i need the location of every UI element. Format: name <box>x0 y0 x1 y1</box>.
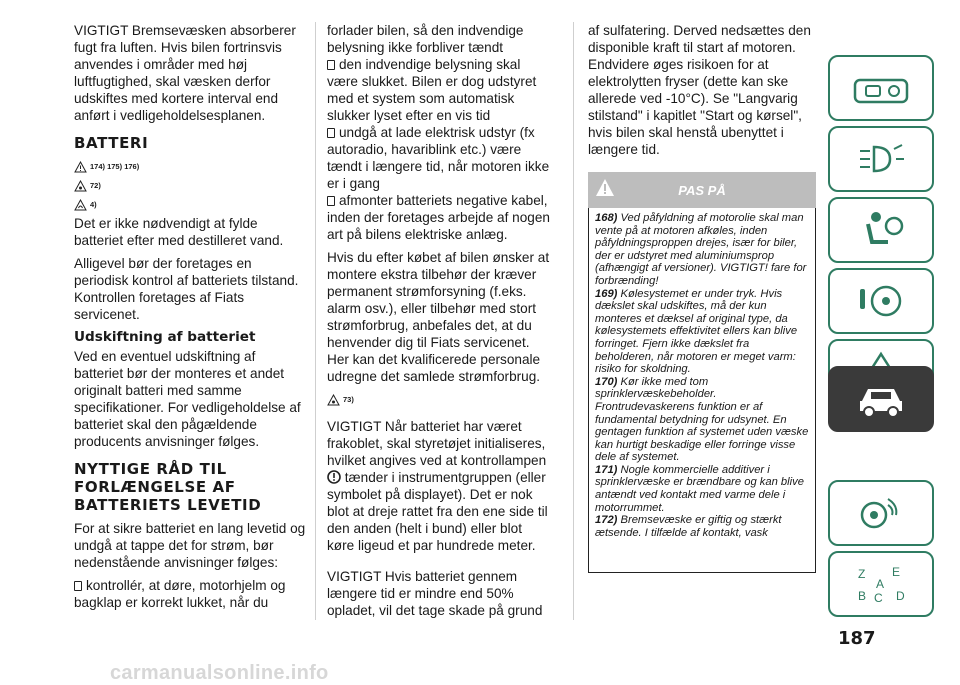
tab-starting-driving[interactable] <box>828 268 934 334</box>
paragraph: VIGTIGT Bremsevæsken absorberer fugt fra luften. Hvis bilen fortrinsvis anvendes i områder med høj luftfugtighed, skal væsken derfor udskiftes med kortere interval end anført i vedligeholdelsesplanen. <box>74 23 296 123</box>
warning-item: 170) Kør ikke med tom sprinklervæskebeholder. Frontrudevaskerens funktion er af fundamental betydning for udsynet. En gentagen funktion af systemet uden væske kan hurtigt beskadige eller forringe visse dele af systemet. <box>595 375 809 464</box>
car-dashboard-icon <box>852 66 910 110</box>
column-middle <box>327 22 551 625</box>
svg-text:A: A <box>876 577 885 591</box>
bullet-icon <box>327 196 335 206</box>
warning-box-header <box>588 172 816 208</box>
subheading-replacement: Udskiftning af batteriet <box>74 329 256 345</box>
warning-item: 171) Nogle kommercielle additiver i sprinklervæske er brændbare og kan blive antændt ved kontakt med varme dele i motorrummet. <box>595 463 804 514</box>
bullet-item: afmonter batteriets negative kabel, inden der foretages arbejde af nogen art på bilens elektriske anlæg. <box>327 193 550 242</box>
warning-title: PAS PÅ <box>678 183 726 198</box>
warning-item: 172) Bremsevæske er giftig og stærkt ætsende. I tilfælde af kontakt, vask <box>595 514 782 539</box>
column-divider <box>315 22 316 620</box>
multimedia-icon <box>852 491 910 535</box>
paragraph: Ved en eventuel udskiftning af batteriet bør der monteres et andet originalt batteri med samme specifikationer. For vedligeholdelse af batteriet skal den pågældende producents anvisninger følges. <box>74 349 301 449</box>
paragraph: For at sikre batteriet en lang levetid og undgå at tappe det for strøm, bør nedenstående anvisninger følges: <box>74 521 306 570</box>
tab-multimedia[interactable] <box>828 480 934 546</box>
bullet-icon <box>74 581 82 591</box>
warning-item: 169) Kølesystemet er under tryk. Hvis dækslet skal udskiftes, må der kun monteres et dæksel af original type, da kølesystemets effektivitet ellers kan blive forringet. Fjern ikke dækslet fra beholderen, når motoren er meget varm: risiko for skoldning. <box>595 287 798 376</box>
light-icon <box>852 137 910 181</box>
key-steering-icon <box>852 279 910 323</box>
paragraph: forlader bilen, så den indvendige belysning ikke forbliver tændt <box>327 23 524 55</box>
bullet-icon <box>327 128 335 138</box>
environment-reference: 4) <box>74 196 306 213</box>
paragraph: af sulfatering. Derved nedsættes den disponible kraft til start af motoren. Endvidere øges risikoen for at elektrolytten fryser (dette kan ske allerede ved -10°C). Se "Langvarig stilstand" i kapitlet "Start og kørsel", hvis bilen skal henstå ubenyttet i længere tid. <box>588 23 811 157</box>
section-heading-battery-life: NYTTIGE RÅD TIL FORLÆNGELSE AF BATTERIETS LEVETID <box>74 460 262 514</box>
bullet-item: den indvendige belysning skal være slukket. Bilen er dog udstyret med et system som automatisk slukker lyset efter en vis tid <box>327 57 537 123</box>
tab-lights[interactable] <box>828 126 934 192</box>
column-right <box>588 22 816 573</box>
section-heading-battery: BATTERI <box>74 134 149 152</box>
svg-text:C: C <box>874 591 883 605</box>
index-letters-icon <box>852 562 910 606</box>
bullet-item: undgå at lade elektrisk udstyr (fx autoradio, havariblink etc.) være tændt i længere tid, når motoren ikke er i gang <box>327 125 550 191</box>
svg-text:D: D <box>896 589 905 603</box>
steering-warning-icon <box>327 470 341 484</box>
svg-text:E: E <box>892 565 901 579</box>
paragraph: Her kan det kvalificerede personale udregne det samlede strømforbrug. <box>327 352 541 384</box>
bullet-item: kontrollér, at døre, motorhjelm og bagklap er korrekt lukket, når du <box>74 578 286 610</box>
tab-safety[interactable] <box>828 197 934 263</box>
car-service-icon <box>852 377 910 421</box>
warning-item: 168) Ved påfyldning af motorolie skal man vente på at motoren afkøles, inden påfyldningsproppen drejes, især for biler, der er udstyret med aluminiumsprop (afhængigt af versioner). VIGTIGT! fare for forbrænding! <box>595 212 807 287</box>
tab-maintenance[interactable] <box>828 366 934 432</box>
tab-dashboard[interactable] <box>828 55 934 121</box>
warning-triangle-icon <box>327 394 340 406</box>
warning-box-body <box>588 208 816 573</box>
warning-reference: 73) <box>327 391 551 408</box>
page-number: 187 <box>838 628 876 649</box>
paragraph: Alligevel bør der foretages en periodisk kontrol af batteriets tilstand. Kontrollen foretages af Fiats servicenet. <box>74 256 299 322</box>
paragraph: VIGTIGT Når batteriet har været frakoblet, skal styretøjet initialiseres, hvilket angives ved at kontrollampen tænder i instrumentgruppen (eller symbolet på displayet). Det er nok blot at dreje rattet fra den ene side til den anden (helt i bund) eller blot køre ligeud et par hundrede meter. <box>327 419 548 553</box>
svg-text:B: B <box>858 589 867 603</box>
caution-reference: 72) <box>74 177 306 194</box>
warning-triangle-icon <box>74 161 87 173</box>
paragraph: Det er ikke nødvendigt at fylde batteriet efter med destilleret vand. <box>74 216 284 248</box>
warning-reference: 174) 175) 176) <box>74 158 306 175</box>
paragraph: Hvis du efter købet af bilen ønsker at montere ekstra tilbehør der kræver permanent strømforsyning (f.eks. alarm osv.), eller tilbehør med stort strømforbrug, anbefales det, at du henvender dig til Fiats servicenet. <box>327 250 550 350</box>
column-left <box>74 22 306 617</box>
tab-index[interactable] <box>828 551 934 617</box>
watermark: carmanualsonline.info <box>110 662 329 684</box>
caution-icon <box>74 180 87 192</box>
airbag-seat-icon <box>852 208 910 252</box>
bullet-icon <box>327 60 335 70</box>
column-divider <box>573 22 574 620</box>
svg-text:Z: Z <box>858 567 866 581</box>
environment-icon <box>74 199 87 211</box>
paragraph: VIGTIGT Hvis batteriet gennem længere tid er mindre end 50% opladet, vil det tage skade på grund <box>327 569 543 618</box>
